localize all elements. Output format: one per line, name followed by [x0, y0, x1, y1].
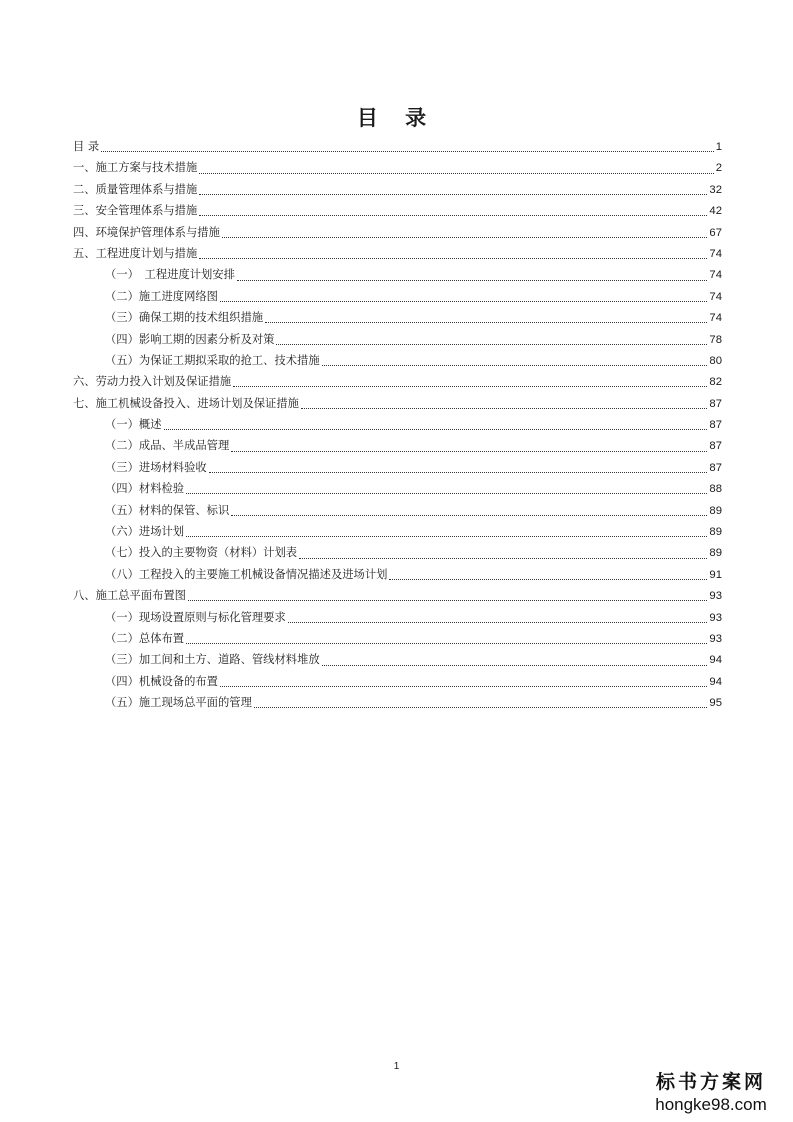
toc-dot-leader — [231, 515, 707, 516]
toc-dot-leader — [322, 365, 708, 366]
toc-entry-page: 74 — [709, 247, 722, 260]
toc-entry[interactable] — [73, 222, 722, 243]
toc-entry-label: （七）投入的主要物资（材料）计划表 — [105, 546, 298, 560]
toc-entry-label: 六、劳动力投入计划及保证措施 — [73, 375, 232, 389]
toc-dot-leader — [299, 558, 707, 559]
toc-dot-leader — [237, 280, 708, 281]
toc-entry-page: 89 — [709, 547, 722, 560]
toc-entry-page: 1 — [715, 141, 722, 153]
toc-entry[interactable] — [73, 243, 722, 264]
toc-entry-label: （一） 工程进度计划安排 — [105, 268, 235, 282]
toc-entry-page: 87 — [709, 461, 722, 474]
toc-entry-page: 91 — [709, 568, 722, 581]
toc-entry-label: （二）总体布置 — [105, 631, 185, 645]
toc-entry[interactable] — [73, 200, 722, 221]
page-number: 1 — [393, 1061, 400, 1072]
toc-entry[interactable] — [73, 371, 722, 392]
toc-entry-label: （一）概述 — [105, 418, 162, 432]
toc-entry-label: 四、环境保护管理体系与措施 — [73, 225, 220, 239]
toc-dot-leader — [209, 472, 708, 473]
toc-entry-label: （三）进场材料验收 — [105, 460, 207, 474]
toc-entry-label: （一）现场设置原则与标化管理要求 — [105, 610, 286, 624]
toc-entry[interactable] — [73, 564, 722, 585]
toc-dot-leader — [101, 151, 714, 152]
watermark — [641, 1070, 781, 1116]
toc-entry-label: （五）为保证工期拟采取的抢工、技术措施 — [105, 353, 320, 367]
toc-dot-leader — [186, 536, 707, 537]
toc-dot-leader — [288, 622, 708, 623]
toc-entry-page: 87 — [709, 419, 722, 432]
toc-dot-leader — [322, 665, 708, 666]
toc-entry-page: 94 — [709, 675, 722, 688]
toc-entry-label: （五）材料的保管、标识 — [105, 503, 230, 517]
toc-entry-label: 三、安全管理体系与措施 — [73, 204, 198, 218]
toc-entry[interactable] — [73, 286, 722, 307]
toc-entry-page: 94 — [709, 654, 722, 667]
toc-entry[interactable] — [73, 500, 722, 521]
toc-entry-label: （四）机械设备的布置 — [105, 674, 218, 688]
toc-dot-leader — [186, 643, 707, 644]
toc-entry[interactable] — [73, 136, 722, 157]
toc-entry[interactable] — [73, 307, 722, 328]
toc-entry[interactable] — [73, 393, 722, 414]
toc-entry-label: 一、施工方案与技术措施 — [73, 161, 198, 175]
toc-entry-label: （三）确保工期的技术组织措施 — [105, 311, 264, 325]
toc-entry[interactable] — [73, 157, 722, 178]
toc-entry-label: 八、施工总平面布置图 — [73, 589, 186, 603]
toc-entry-label: （六）进场计划 — [105, 525, 185, 539]
toc-dot-leader — [220, 301, 707, 302]
toc-entry-page: 74 — [709, 312, 722, 325]
toc-dot-leader — [186, 493, 707, 494]
toc-entry-label: （二）成品、半成品管理 — [105, 439, 230, 453]
toc-dot-leader — [231, 451, 707, 452]
toc-dot-leader — [276, 344, 707, 345]
toc-entry-label: （五）施工现场总平面的管理 — [105, 696, 252, 710]
toc-entry-label: 二、质量管理体系与措施 — [73, 182, 198, 196]
toc-entry-page: 87 — [709, 397, 722, 410]
toc-dot-leader — [254, 707, 708, 708]
toc-entry[interactable] — [73, 179, 722, 200]
toc-dot-leader — [222, 237, 708, 238]
toc-dot-leader — [188, 600, 707, 601]
toc-entry[interactable] — [73, 607, 722, 628]
toc-dot-leader — [199, 258, 707, 259]
toc-dot-leader — [389, 579, 707, 580]
toc-entry-page: 93 — [709, 611, 722, 624]
toc-dot-leader — [164, 429, 708, 430]
page-title: 目 录 — [356, 106, 437, 130]
toc-entry-page: 2 — [715, 162, 722, 175]
toc-entry-page: 78 — [709, 333, 722, 346]
toc-dot-leader — [233, 386, 707, 387]
toc-entry-label: （三）加工间和土方、道路、管线材料堆放 — [105, 653, 320, 667]
toc-entry-label: 五、工程进度计划与措施 — [73, 246, 198, 260]
toc-entry[interactable] — [73, 521, 722, 542]
toc-entry-page: 93 — [709, 590, 722, 603]
toc-entry[interactable] — [73, 457, 722, 478]
toc-entry[interactable] — [73, 478, 722, 499]
watermark-name: 标书方案网 — [655, 1071, 766, 1093]
toc-entry[interactable] — [73, 692, 722, 713]
toc-entry-page: 32 — [709, 183, 722, 196]
toc-entry-label: 目 录 — [73, 140, 100, 153]
toc-dot-leader — [220, 686, 707, 687]
toc-entry-page: 74 — [709, 269, 722, 282]
toc-entry[interactable] — [73, 329, 722, 350]
toc-entry-page: 42 — [709, 205, 722, 218]
toc-entry-page: 89 — [709, 504, 722, 517]
toc-entry-page: 74 — [709, 290, 722, 303]
toc-entry[interactable] — [73, 350, 722, 371]
toc-entry[interactable] — [73, 671, 722, 692]
toc-entry-page: 93 — [709, 632, 722, 645]
table-of-contents — [73, 136, 722, 714]
toc-entry[interactable] — [73, 542, 722, 563]
toc-entry-page: 87 — [709, 440, 722, 453]
toc-entry[interactable] — [73, 264, 722, 285]
toc-entry-page: 88 — [709, 483, 722, 496]
toc-entry-page: 80 — [709, 354, 722, 367]
toc-entry-page: 82 — [709, 376, 722, 389]
toc-entry[interactable] — [73, 585, 722, 606]
toc-entry-label: （二）施工进度网络图 — [105, 289, 218, 303]
toc-entry-page: 95 — [709, 697, 722, 710]
toc-dot-leader — [199, 173, 713, 174]
toc-dot-leader — [199, 215, 707, 216]
toc-entry-label: 七、施工机械设备投入、进场计划及保证措施 — [73, 396, 299, 410]
toc-entry-page: 89 — [709, 526, 722, 539]
toc-entry[interactable] — [73, 649, 722, 670]
toc-entry-label: （八）工程投入的主要施工机械设备情况描述及进场计划 — [105, 567, 388, 581]
toc-entry-label: （四）材料检验 — [105, 482, 185, 496]
toc-dot-leader — [199, 194, 707, 195]
toc-entry[interactable] — [73, 435, 722, 456]
toc-entry[interactable] — [73, 414, 722, 435]
toc-entry[interactable] — [73, 628, 722, 649]
toc-dot-leader — [265, 322, 707, 323]
toc-dot-leader — [301, 408, 707, 409]
watermark-url: hongke98.com — [655, 1095, 767, 1114]
toc-entry-page: 67 — [709, 226, 722, 239]
toc-entry-label: （四）影响工期的因素分析及对策 — [105, 332, 275, 346]
